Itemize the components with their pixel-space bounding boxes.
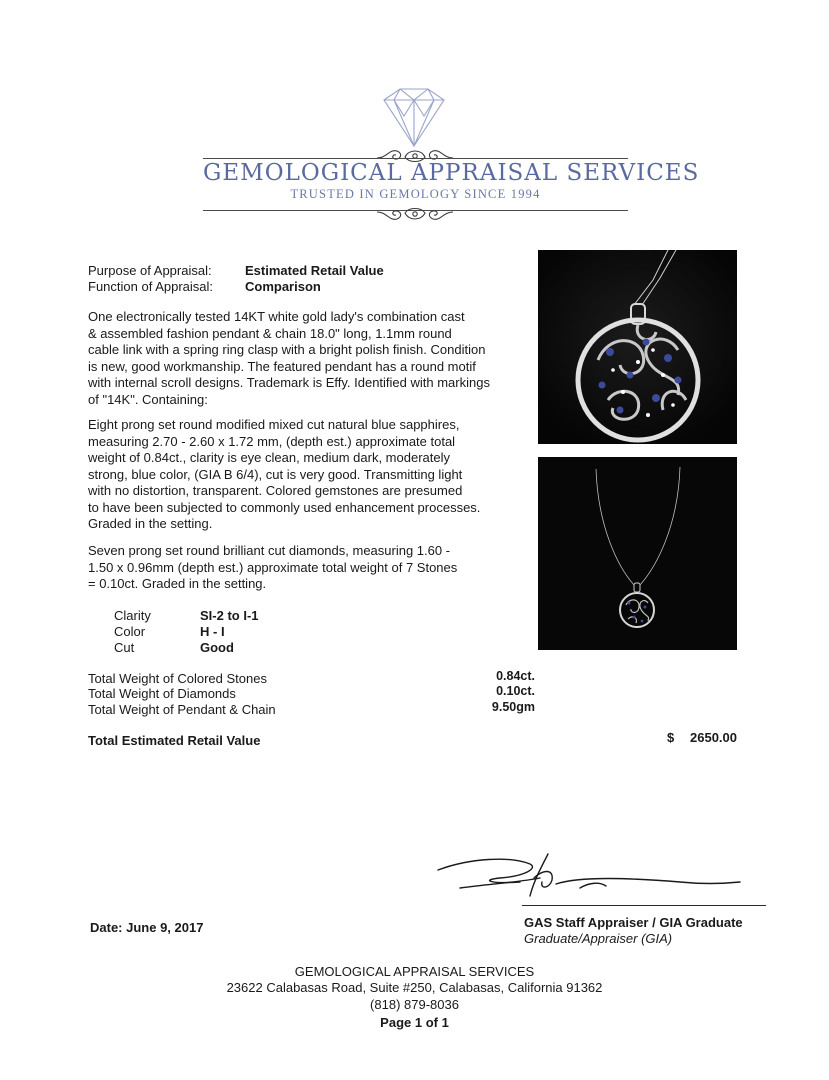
weight-pendant-label: Total Weight of Pendant & Chain [88,702,276,717]
item-description [88,309,533,408]
weight-colored-label: Total Weight of Colored Stones [88,671,267,686]
spec-value: Good [200,640,234,655]
signature-image [430,848,760,908]
diamond-outline-icon [370,86,458,150]
text-line: = 0.10ct. Graded in the setting. [88,576,267,591]
purpose-value: Estimated Retail Value [245,263,384,278]
pendant-closeup-image [538,250,737,444]
text-line: strong, blue color, (GIA B 6/4), cut is very good. Transmitting light [88,466,463,482]
signature-subtitle: Graduate/Appraiser (GIA) [524,931,673,946]
text-line: with no distortion, transparent. Colored gemstones are presumed [88,483,463,498]
flourish-ornament-icon [375,203,455,225]
text-line: is new, good workmanship. The featured pendant has a round motif [88,358,476,374]
total-value: 2650.00 [690,730,737,745]
necklace-full-image [538,457,737,650]
text-line: & assembled fashion pendant & chain 18.0" long, 1.1mm round [88,325,452,341]
weight-colored-value: 0.84ct. [496,669,535,683]
text-line: with internal scroll designs. Trademark is Effy. Identified with markings [88,375,490,390]
spec-label: Color [114,624,146,639]
text-line: Graded in the setting. [88,516,213,531]
text-line: cable link with a spring ring clasp with a bright polish finish. Condition [88,342,486,357]
footer-company-name: GEMOLOGICAL APPRAISAL SERVICES [294,964,535,979]
signature-title: GAS Staff Appraiser / GIA Graduate [524,915,743,930]
brand-tagline: TRUSTED IN GEMOLOGY SINCE 1994 [290,187,541,201]
text-line: of "14K". Containing: [88,391,208,407]
header-rule-top [203,158,628,159]
sapphire-description [88,417,533,533]
weight-pendant-value: 9.50gm [491,700,535,714]
brand-name: GEMOLOGICAL APPRAISAL SERVICES [203,160,700,186]
total-label: Total Estimated Retail Value [88,733,261,748]
page-number: Page 1 of 1 [380,1015,449,1030]
footer-address: 23622 Calabasas Road, Suite #250, Calabasas, California 91362 [226,980,603,995]
pendant-closeup-photo [538,250,737,444]
text-line: weight of 0.84ct., clarity is eye clean, medium dark, moderately [88,450,450,465]
text-line: to have been subjected to commonly used enhancement processes. [88,499,481,515]
text-line: 1.50 x 0.96mm (depth est.) approximate total weight of 7 Stones [88,559,458,575]
weight-diamonds-label: Total Weight of Diamonds [88,686,236,701]
spec-label: Cut [114,640,135,655]
text-line: Seven prong set round brilliant cut diamonds, measuring 1.60 - [88,543,451,558]
spec-label: Clarity [114,608,151,623]
purpose-label: Purpose of Appraisal: [88,263,212,278]
function-label: Function of Appraisal: [88,279,214,294]
spec-value: H - I [200,624,225,639]
footer-phone: (818) 879-8036 [370,997,459,1012]
diamond-description [88,543,533,593]
necklace-full-photo [538,457,737,650]
text-line: One electronically tested 14KT white gold lady's combination cast [88,309,465,324]
text-line: measuring 2.70 - 2.60 x 1.72 mm, (depth est.) approximate total [88,433,456,449]
weight-diamonds-value: 0.10ct. [496,684,535,698]
total-currency: $ [667,730,675,745]
appraisal-date: Date: June 9, 2017 [90,920,204,935]
function-value: Comparison [245,279,321,294]
signature-line [522,905,766,906]
text-line: Eight prong set round modified mixed cut natural blue sapphires, [88,417,460,432]
spec-value: SI-2 to I-1 [200,608,259,623]
